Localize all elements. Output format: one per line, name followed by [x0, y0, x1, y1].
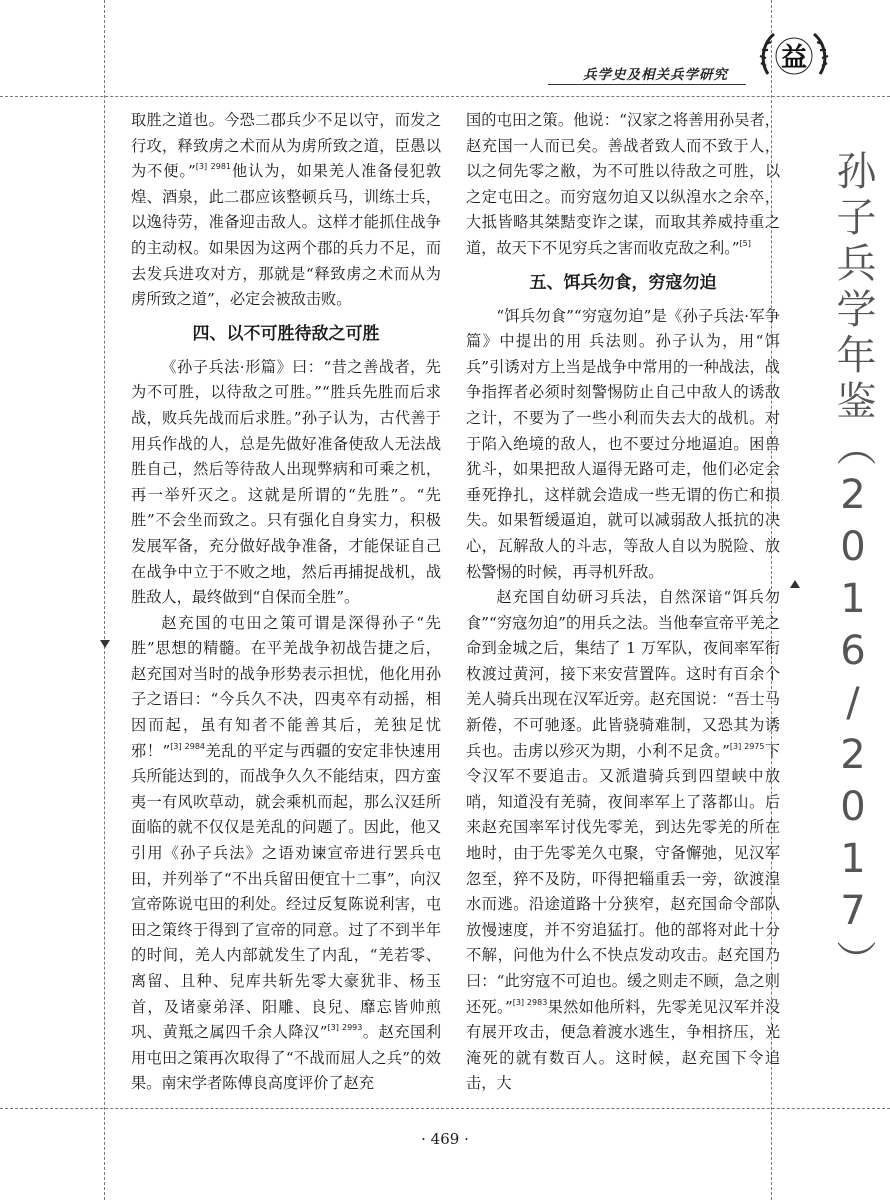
right-column	[466, 108, 780, 1097]
citation: [3] 2981	[195, 162, 231, 172]
section-heading-5: 五、饵兵勿食，穷寇勿迫	[529, 272, 717, 293]
yearbook-logo-icon	[758, 22, 830, 82]
citation: [3] 2975	[729, 741, 765, 751]
crop-line-left	[104, 0, 105, 1200]
citation: [3] 2983	[512, 997, 548, 1007]
paragraph: 国的屯田之策。他说：“汉家之将善用孙吴者，赵充国一人而已矣。善战者致人而不致于人，以之伺先零之敝，为不可胜以待敌之可胜，以之定屯田之。而穷寇勿迫又以纵湟水之余卒，大抵皆略其桀黠变诈之谋，而取其养威持重之道，故天下不见穷兵之害而收克敌之利。”[5]	[466, 111, 780, 257]
paragraph: 赵充国自幼研习兵法，自然深谙“饵兵勿食”“穷寇勿迫”的用兵之法。当他奉宣帝平羌之命到金城之后，集结了 1 万军队，夜间率军衔枚渡过黄河，接下来安营置阵。这时有百余个羌人骑兵出现在汉军近旁。赵充国说：“吾士马新倦，不可驰逐。此皆骁骑难制，又恐其为诱兵也。击虏以殄灭为期，小利不足贪。”$^{[3] 2975}$下令汉军不要追击。又派遣骑兵到四望峡中放哨，知道没有羌骑，夜间率军上了落都山。后来赵充国率军讨伐先零羌，到达先零羌的所在地时，由于先零羌久屯聚，守备懈弛，见汉军忽至，猝不及防，吓得把辎重丢一旁，欲渡湟水而逃。沿途道路十分狭窄，赵充国命令部队放慢速度，并不穷追猛打。他的部将对此十分不解，问他为什么不快点发动攻击。赵充国乃曰：“此穷寇不可迫也。缓之则走不顾，急之则还死。”$^{[3] 2983}$果然如他所料，先零羌见汉军并没有展开攻击，便急着渡水逃生，争相挤压，光淹死的就有数百人。这时候，赵充国下令追击，大	[466, 588, 781, 1093]
paragraph: 赵充国的屯田之策可谓是深得孙子“先胜”思想的精髓。在平羌战争初战告捷之后，赵充国对当时的战争形势表示担忧，他化用孙子之语曰：“今兵久不决，四夷卒有动摇，相因而起，虽有知者不能善其后，羌独足忧邪！”$^{[3] 2984}$羌乱的平定与西疆的安定非快速用兵所能达到的，而战争久久不能结束，四方蛮夷一有风吹草动，就会乘机而起，那么汉廷所面临的就不仅仅是羌乱的问题了。因此，他又引用《孙子兵法》之语劝谏宣帝进行罢兵屯田，并列举了“不出兵留田便宜十二事”，向汉宣帝陈说屯田的利处。经过反复陈说利害，屯田之策终于得到了宣帝的同意。过了不到半年的时间，羌人内部就发生了内乱，“羌若零、离留、且种、兒库共斩先零大豪犹非、杨玉首，及诸豪弟泽、阳雕、良兒、靡忘皆帅煎巩、黄羝之属四千余人降汉”$^{[3] 2993}$。赵充国利用屯田之策再次取得了“不战而屈人之兵”的效果。南宋学者陈傅良高度评价了赵充	[131, 613, 442, 1093]
citation: [3] 2984	[170, 741, 206, 751]
crop-line-bottom	[0, 1108, 890, 1109]
down-triangle-icon	[100, 640, 110, 648]
paragraph: 《孙子兵法·形篇》曰：“昔之善战者，先为不可胜，以待敌之可胜。”“胜兵先胜而后求战，败兵先战而后求胜。”孙子认为，古代善于用兵作战的人，总是先做好准备使敌人无法战胜自己，然后等待敌人出现弊病和可乘之机，再一举歼灭之。这就是所谓的“先胜”。“先胜”不会坐而致之。只有强化自身实力，积极发展军备，充分做好战争准备，才能保证自己在战争中立于不败之地，然后再捕捉战机，战胜敌人，最终做到“自保而全胜”。	[131, 357, 441, 607]
paragraph: 取胜之道也。今恐二郡兵少不足以守，而发之行攻，释致虏之术而从为虏所致之道，臣愚以为不便。”$^{[3] 2981}$他认为，如果羌人准备侵犯敦煌、酒泉，此二郡应该整顿兵马，训练士兵，以逸待劳，准备迎击敌人。这样才能抓住战争的主动权。如果因为这两个郡的兵力不足，而去发兵进攻对方，那就是“释致虏之术而从为虏所致之道”，必定会被敌击败。	[131, 111, 442, 309]
paragraph: “饵兵勿食”“穷寇勿迫”是《孙子兵法·军争篇》中提出的用 兵法则。孙子认为，用“饵兵”引诱对方上当是战争中常用的一种战法，战争指挥者必须时刻警惕防止自己中敌人的诱敌之计，不要为了一些小利而失去大的战机。对于陷入绝境的敌人，也不要过分地逼迫。困兽犹斗，如果把敌人逼得无路可走，他们必定会垂死挣扎，这样就会造成一些无谓的伤亡和损失。如果暂缓逼迫，就可以减弱敌人抵抗的决心，瓦解敌人的斗志，等敌人自以为脱险、放松警惕的时候，再寻机歼敌。	[466, 306, 780, 581]
citation: [5]	[739, 238, 751, 248]
side-book-title: 孙子兵学年鉴（2016/2017）	[830, 150, 876, 986]
left-column	[131, 108, 441, 1097]
crop-line-top	[0, 96, 890, 97]
logo-glyph: 益	[780, 43, 808, 73]
header-rule	[548, 84, 746, 85]
page-number: · 469 ·	[421, 1130, 469, 1148]
running-header: 兵学史及相关兵学研究	[583, 67, 728, 83]
citation: [3] 2993	[327, 1023, 363, 1033]
section-heading-4: 四、以不可胜待敌之可胜	[192, 323, 380, 344]
up-triangle-icon	[790, 580, 800, 588]
